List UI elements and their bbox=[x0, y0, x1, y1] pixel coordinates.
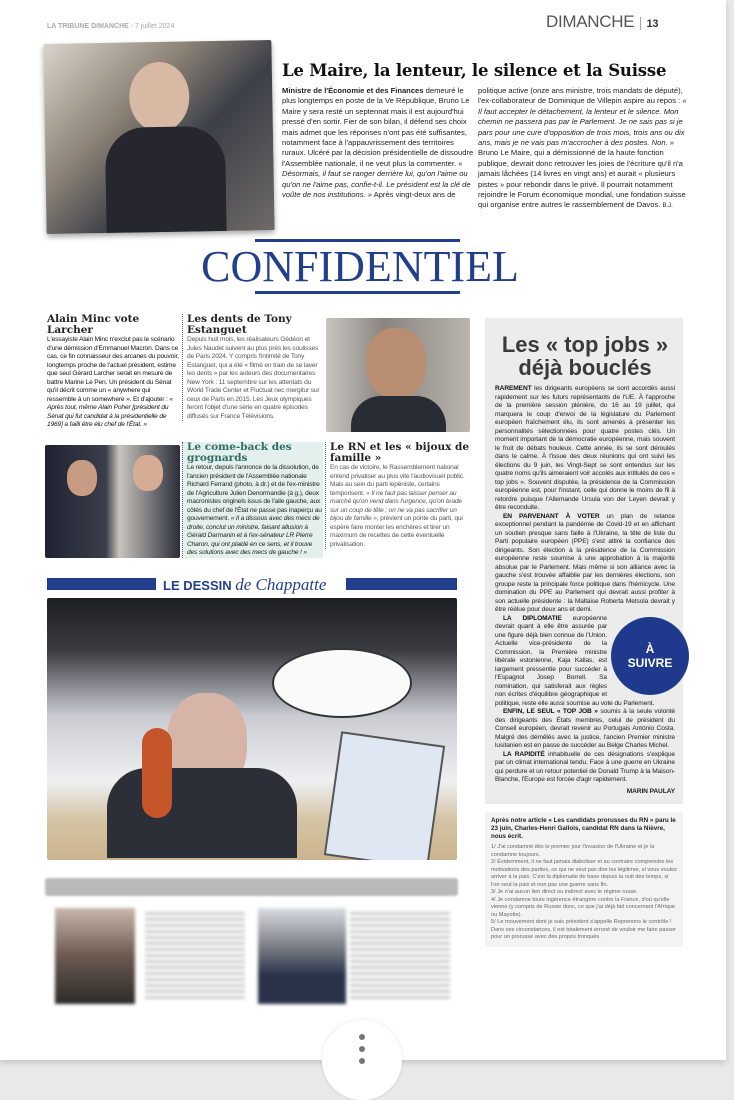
top-jobs-text: RAREMENT les dirigeants européens se sont accordés aussi rapidement sur les futurs représentants de l'UE. À l'approche de la première session plénière, du 16 au 19 juillet, qui marquera le coup d'envoi de la législature du Parlement européen fraîchement élu, ils sont amenés à présenter les personnalités sélectionnées pour quatre postes clés. Un moment important de la démocratie européenne, mais souvent le fruit de débats houleux. Cette année, ils se sont déroulés dans le calme. À l'issue des deux réunions qui ont suivi les élections du 9 juin, les Vingt-Sept se sont entendus sur les quatre noms qu'ils aimeraient voir accolés aux intitulés de ces « top jobs ». Souvent disputée, la présidence de la Commission européenne est, pour l'instant, celle qui donne le moins de fil à retordre puisque l'Allemande Ursula von der Leyen devrait y être reconduite. EN PARVENANT À VOTER un plan de relance exceptionnel pendant la pandémie de Covid-19 et en affichant un soutien presque sans faille à l'Ukraine, la tête de liste du Parti populaire européen (PPE) s'est attiré la confiance des dirigeants. Son élection à la présidence de la Commission européenne reste soumise à une approbation à la majorité absolue par le Parlement. Mais même si son alliance avec la gauche s'est trouvée affaiblie par les dernières élections, son groupe reste la principale force politique dans l'hémicycle. Une domination du PPE au Parlement qui devrait aussi profiter à son actuelle présidente : la Maltaise Roberta Metsola devrait y être réélue pour deux ans et demi. À SUIVRE LA DIPLOMATIE européenne devrait quant à elle être assurée par une figure déjà bien connue de l'Union. Actuelle vice-présidente de la Commission, la Première ministre libérale estonienne, Kaja Kallas, est largement pressentie pour succéder à l'Espagnol Josep Borrell. Sa nomination, qui satisferait aux règles non écrites d'équilibre géographique et politique, reste elle aussi soumise au vote du Parlement. ENFIN, LE SEUL « TOP JOB » soumis à la seule volonté des dirigeants des États membres, celui de président du Conseil européen, devrait revenir au Portugais António Costa. Malgré des démêlés avec la justice, l'ancien Premier ministre lusitanien est en passe de succéder au Belge Charles Michel. LA RAPIDITÉ inhabituelle de ces désignations s'explique par un climat international tendu. Face à une guerre en Ukraine qui perdure et un retour potentiel de Donald Trump à la Maison-Blanche, l'Europe est forcée d'agir rapidement. MARIN PAULAY bbox=[495, 385, 675, 796]
top-jobs-box bbox=[485, 318, 683, 804]
right-column bbox=[485, 318, 683, 947]
confidentiel-title: CONFIDENTIEL bbox=[201, 242, 519, 291]
letter-box: Après notre article « Les candidats prorusses du RN » paru le 23 juin, Charles-Henri Gallois, candidat RN dans la Nièvre, nous écrit. 1/ J'ai condamné dès le premier jour l'invasion de l'Ukraine et je la condamne toujours. 2/ Évidemment, il ne faut jamais diaboliser et au contraire comprendre les motivations des parties, ce qui ne veut pas dire les légitimer, si vous voulez arriver à la paix. C'est la diplomatie de base depuis la nuit des temps, si l'on veut la paix et non pas une guerre sans fin. 3/ Je n'ai aucun lien direct ou indirect avec le régime russe. 4/ Je condamne toute ingérence étrangère contre la France, d'où qu'elle vienne (y compris de Russie donc, ce que j'ai déjà fait concernant l'Afrique ou Mayotte). 5/ Le mouvement dont je suis président s'appelle Reprenons le contrôle ! Dans ces circonstances, il est totalement erroné de vouloir me faire passer pour un prorusse avec des propos tronqués. bbox=[485, 812, 683, 947]
portrait-photo bbox=[55, 908, 135, 1004]
section-title: DIMANCHE | 13 bbox=[546, 12, 659, 31]
item-come-back: Le come-back des grognards Le retour, depuis l'annonce de la dissolution, de l'ancien président de l'Assemblée nationale Richard Ferrand (photo, à dr.) et de l'ex-ministre de l'Agriculture Julien Denormandie (à g.), deux macronistes originels issus de l'aile gauche, aux côtés du chef de l'État ne passe pas inaperçu au gouvernement. « Il a dissous avec des mecs de droite, conclut un ministre, faisant allusion à Gérald Darmanin et à l'ex-sénateur LR Pierre Charon, qui ont plaidé en ce sens, et il trouve des solutions avec des mecs de gauche ! » bbox=[182, 442, 323, 558]
page-menu-button[interactable] bbox=[322, 1020, 402, 1100]
item-rn: Le RN et les « bijoux de famille » En cas de victoire, le Rassemblement national entend privatiser au plus vite l'audiovisuel public. Mais au sein du parti lepéniste, certains temporisent. « Il ne faut pas laisser penser au marché qu'on vend dans l'urgence, qu'on brade sur un coup de tête ; on ne va pas sacrifier un bijou de famille », prévient un ponte du parti, qui espère faire monter les enchères et tirer un maximum de recettes de cette éventuelle privatisation. bbox=[325, 442, 471, 549]
divider bbox=[346, 578, 457, 590]
profile-text bbox=[145, 912, 245, 1002]
dot-icon bbox=[359, 1046, 365, 1052]
dot-icon bbox=[359, 1034, 365, 1040]
top-jobs-title: Les « top jobs » déjà bouclés bbox=[501, 332, 669, 380]
portrait-photo bbox=[258, 908, 346, 1004]
item-minc: Alain Minc vote Larcher L'essayiste Alain Minc n'exclut pas le scénario d'une démission d'Emmanuel Macron. Dans ce cas, ce fin connaisseur des arcanes du pouvoir, longtemps proche de l'actuel président, estime que seul Gérard Larcher serait en mesure de battre Marine Le Pen. Un président du Sénat qu'il décrit comme un « anywhere qui ressemble à un somewhere ». Et d'ajouter : « Après tout, même Alain Poher [président du Sénat qui fut candidat à la présidentielle de 1969] a failli être élu chef de l'État. » bbox=[47, 313, 179, 428]
item-estanguet: Les dents de Tony Estanguet Depuis huit mois, les réalisateurs Gédéon et Jules Naudet suivent au plus près les coulisses de Paris 2024. Y compris l'intimité de Tony Estanguet, qui a été « filmé en train de se laver les dents » par les auteurs des documentaires New York : 11 septembre sur les attentats du World Trade Center et Fluctuat nec mergitur sur ceux de Paris en 2015. Les Jeux olympiques feront l'objet d'une série en quatre épisodes diffusés sur France Télévisions. bbox=[182, 314, 323, 421]
section-bar bbox=[45, 878, 458, 896]
lead-col-2: politique active (onze ans ministre, trois mandats de député), l'ex-collaborateur de Dominique de Villepin aspire au repos : « Il faut accepter le détachement, la lenteur et le silence. Mon chemin ne passera pas par le Parlement. Je ne sais pas si je pars pour une cure d'opposition de trois mois, trois ans ou dix ans, mais je ne vais pas m'accrocher à des postes. Non. » Bruno Le Maire, qui a démissionné de la haute fonction publique, devrait donc retrouver les joies de l'écriture qu'il n'a jamais lâchées (14 livres en vingt ans) et aurait « plusieurs pistes » pour rebondir dans le privé. Il pourrait notamment rejoindre le Forum économique mondial, une fondation suisse qui organise entre autres le rassemblement de Davos. B.J. bbox=[478, 86, 687, 210]
photo-ferrand-denormandie bbox=[45, 445, 180, 558]
dessin-header: LE DESSIN de Chappatte bbox=[163, 575, 327, 594]
cartoon-chappatte bbox=[47, 598, 457, 860]
divider bbox=[255, 291, 460, 294]
photo-tony-estanguet bbox=[326, 318, 470, 432]
dot-icon bbox=[359, 1058, 365, 1064]
author: MARIN PAULAY bbox=[626, 787, 675, 795]
profile-text bbox=[350, 912, 450, 1002]
a-suivre-badge: À SUIVRE bbox=[611, 617, 689, 695]
photo-bruno-le-maire bbox=[43, 40, 274, 234]
running-header: LA TRIBUNE DIMANCHE - 7 juillet 2024 bbox=[47, 23, 175, 30]
divider bbox=[47, 578, 156, 590]
page-number: 13 bbox=[646, 18, 659, 30]
lead-col-1: Ministre de l'Économie et des Finances demeuré le plus longtemps en poste de la Ve République, Bruno Le Maire y sera resté un septennat mais il est aujourd'hui pressé d'en sortir. Fier de son bilan, il défend ses choix mais admet que les réponses n'ont pas été suffisantes, notamment face à l'appauvrissement des territoires ruraux. Ulcéré par la décision présidentielle de dissoudre l'Assemblée nationale, il ne veut plus la commenter. « Désormais, il faut se ranger derrière lui, qu'on l'aime ou qu'on ne l'aime pas, confie-t-il. Le président est la clé de voûte de nos institutions. » Après vingt-deux ans de bbox=[282, 86, 474, 200]
lead-title: Le Maire, la lenteur, le silence et la Suisse bbox=[282, 61, 667, 80]
